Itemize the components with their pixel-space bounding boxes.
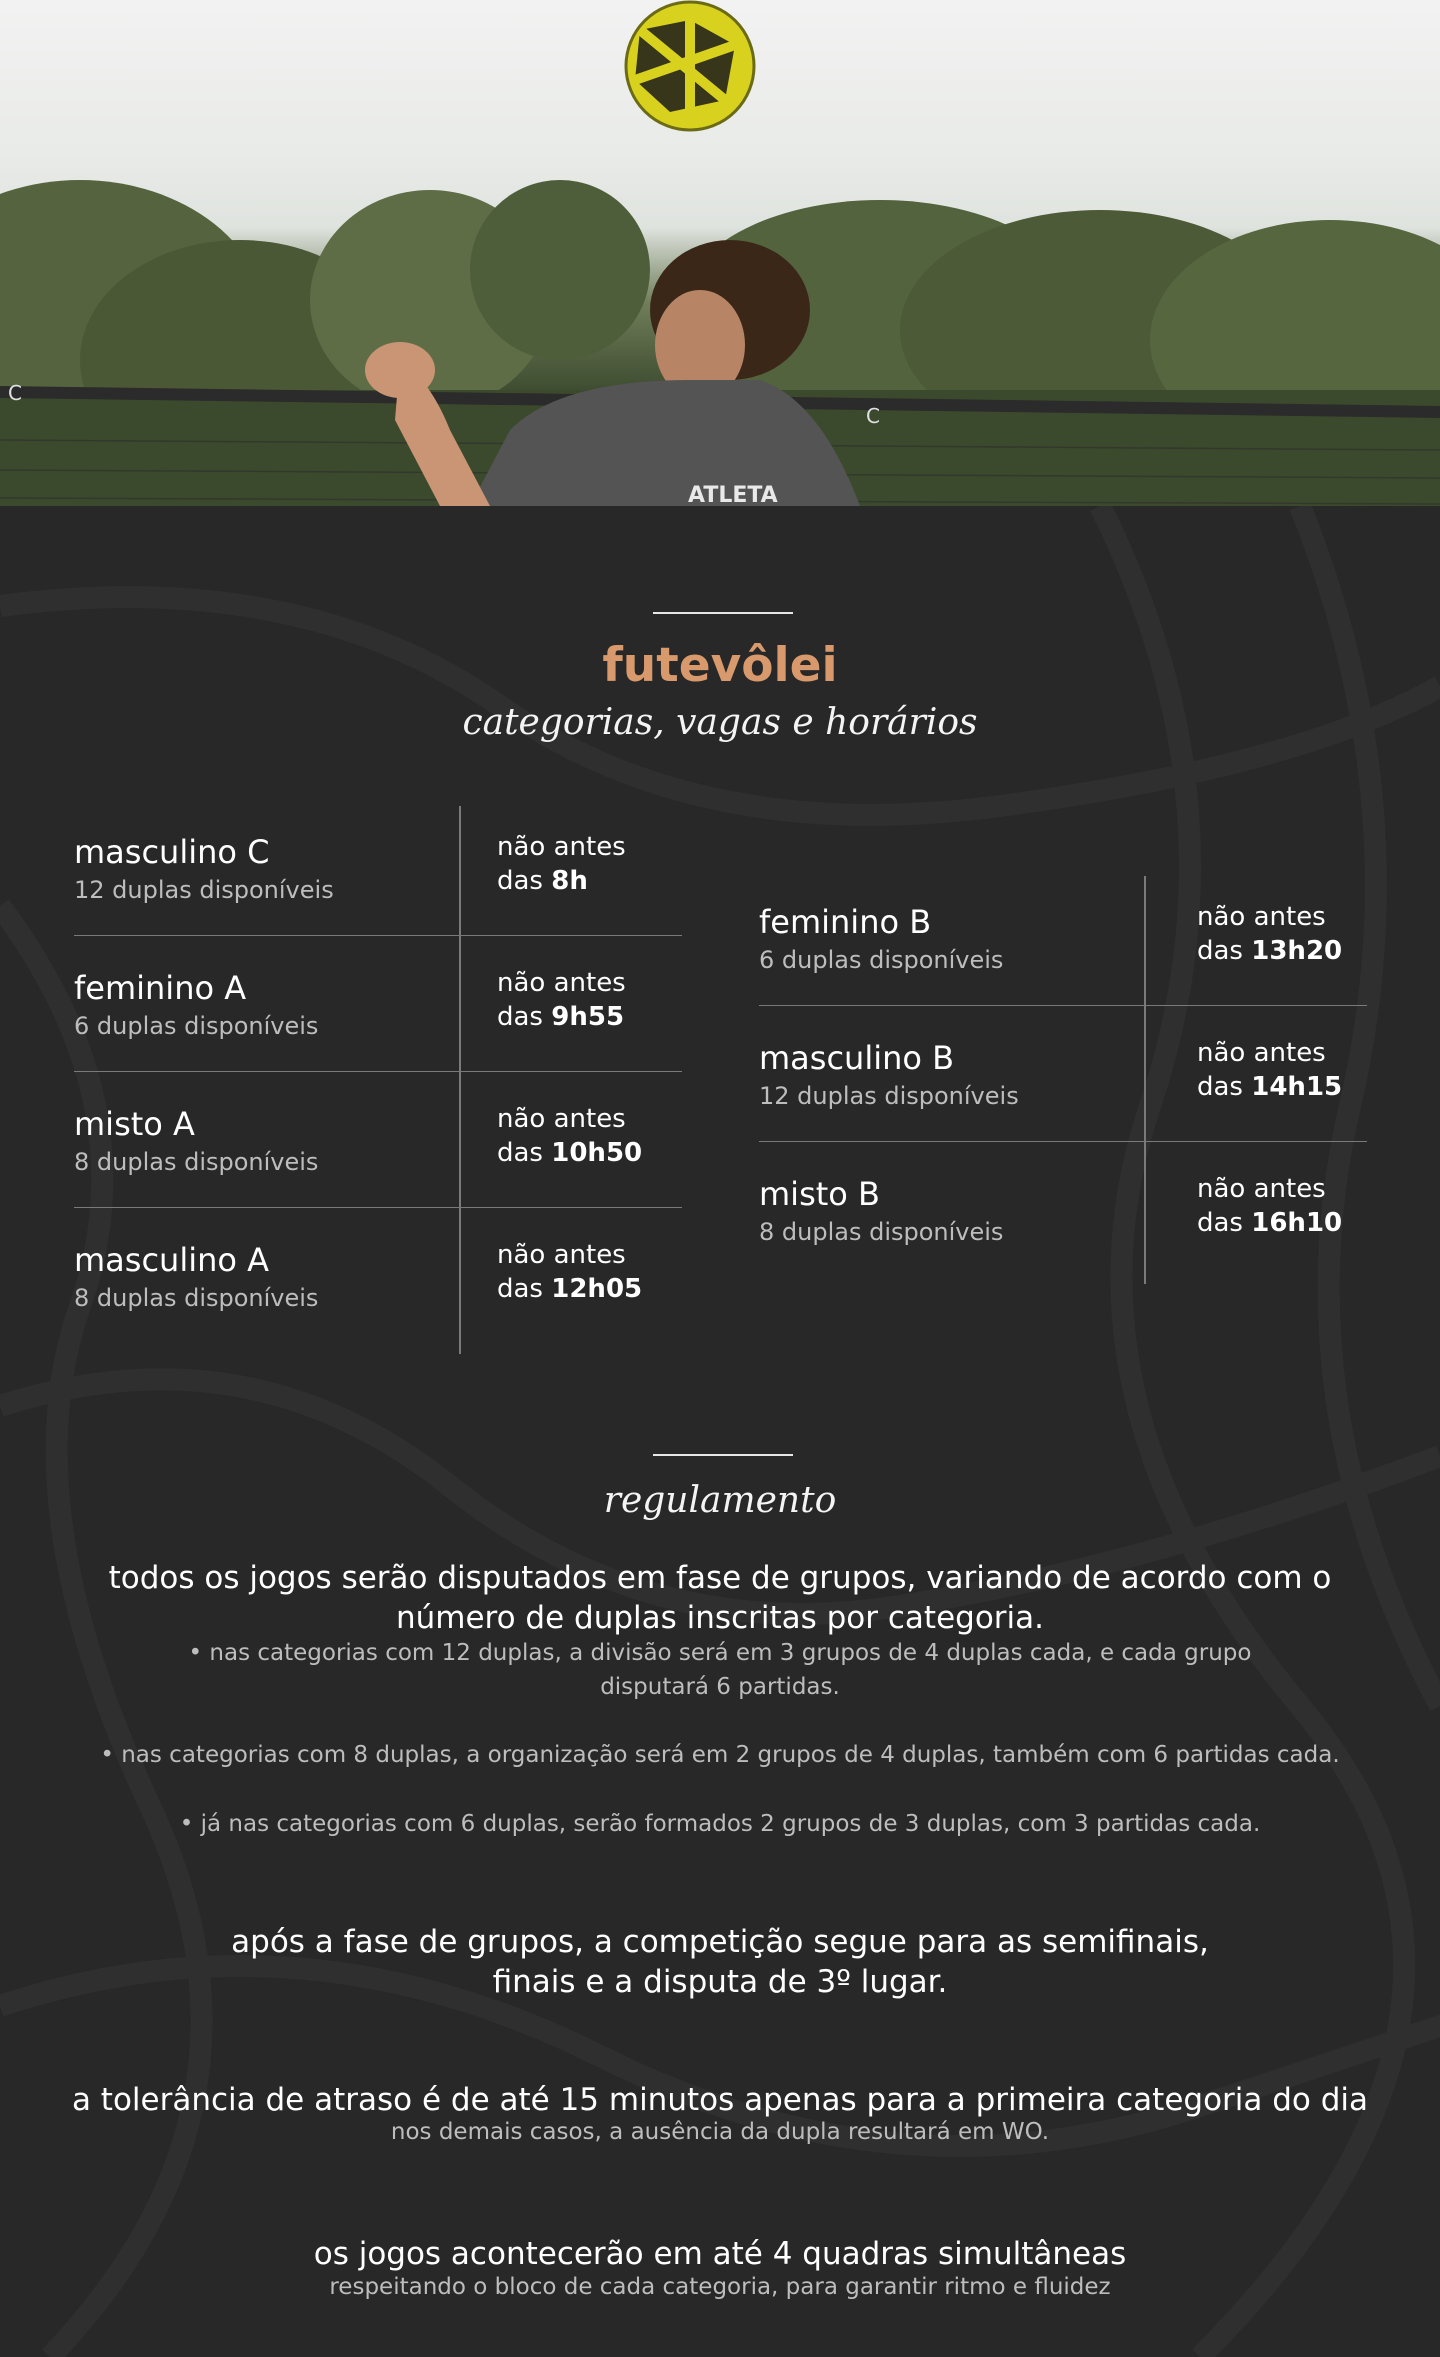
shirt-text: ATLETA bbox=[688, 483, 778, 506]
category-name: misto A bbox=[74, 1105, 195, 1143]
svg-text:C: C bbox=[8, 381, 22, 405]
category-spots: 8 duplas disponíveis bbox=[74, 1284, 319, 1312]
category-time: não antes das 9h55 bbox=[497, 968, 626, 1032]
rules-bullet: • já nas categorias com 6 duplas, serão formados 2 grupos de 3 duplas, com 3 partidas cada. bbox=[179, 1811, 1261, 1837]
rules-bullet: • nas categorias com 12 duplas, a divisão será em 3 grupos de 4 duplas cada, e cada grupo disputará 6 partidas. bbox=[188, 1640, 1252, 1700]
category-time: não antes das 16h10 bbox=[1197, 1174, 1343, 1238]
category-time: não antes das 14h15 bbox=[1197, 1038, 1343, 1102]
rules-finals: após a fase de grupos, a competição segue para as semifinais, finais e a disputa de 3º lugar. bbox=[231, 1924, 1209, 2000]
category-spots: 6 duplas disponíveis bbox=[74, 1012, 319, 1040]
category-time: não antes das 10h50 bbox=[497, 1104, 643, 1168]
category-name: masculino C bbox=[74, 833, 270, 871]
hero-illustration bbox=[0, 0, 1440, 506]
rules-title: regulamento bbox=[603, 1480, 837, 1521]
rules-tolerance: a tolerância de atraso é de até 15 minutos apenas para a primeira categoria do dia bbox=[71, 2082, 1369, 2118]
category-name: masculino A bbox=[74, 1241, 270, 1279]
category-spots: 8 duplas disponíveis bbox=[74, 1148, 319, 1176]
svg-text:C: C bbox=[866, 404, 880, 428]
page-title: futevôlei bbox=[602, 638, 838, 693]
rules-tolerance-note: nos demais casos, a ausência da dupla resultará em WO. bbox=[390, 2119, 1050, 2145]
category-name: masculino B bbox=[759, 1039, 955, 1077]
category-name: feminino B bbox=[759, 903, 932, 941]
category-spots: 12 duplas disponíveis bbox=[759, 1082, 1019, 1110]
category-time: não antes das 13h20 bbox=[1197, 902, 1343, 966]
schedule-right bbox=[759, 870, 1367, 1278]
category-row bbox=[759, 870, 1367, 1006]
column-divider bbox=[1144, 876, 1146, 1284]
rules-divider bbox=[653, 1454, 793, 1456]
category-row bbox=[759, 1142, 1367, 1278]
schedule-left bbox=[74, 800, 682, 1344]
category-row bbox=[74, 800, 682, 936]
category-time: não antes das 12h05 bbox=[497, 1240, 643, 1304]
category-row bbox=[759, 1006, 1367, 1142]
category-row bbox=[74, 936, 682, 1072]
top-divider bbox=[653, 612, 793, 614]
category-spots: 8 duplas disponíveis bbox=[759, 1218, 1004, 1246]
category-spots: 12 duplas disponíveis bbox=[74, 876, 334, 904]
category-row bbox=[74, 1208, 682, 1344]
category-name: feminino A bbox=[74, 969, 247, 1007]
category-time: não antes das 8h bbox=[497, 832, 626, 896]
category-spots: 6 duplas disponíveis bbox=[759, 946, 1004, 974]
category-name: misto B bbox=[759, 1175, 880, 1213]
hero-photo bbox=[0, 0, 1440, 506]
rules-courts: os jogos acontecerão em até 4 quadras simultâneas bbox=[313, 2236, 1127, 2272]
rules-intro: todos os jogos serão disputados em fase de grupos, variando de acordo com o número de duplas inscritas por categoria. bbox=[108, 1560, 1332, 1636]
page-subtitle: categorias, vagas e horários bbox=[462, 702, 978, 743]
column-divider bbox=[459, 806, 461, 1354]
category-row bbox=[74, 1072, 682, 1208]
rules-courts-note: respeitando o bloco de cada categoria, para garantir ritmo e fluidez bbox=[329, 2274, 1111, 2300]
info-section bbox=[0, 506, 1440, 2357]
rules-bullet: • nas categorias com 8 duplas, a organização será em 2 grupos de 4 duplas, também com 6 partidas cada. bbox=[100, 1742, 1340, 1768]
ball-icon bbox=[626, 2, 754, 130]
